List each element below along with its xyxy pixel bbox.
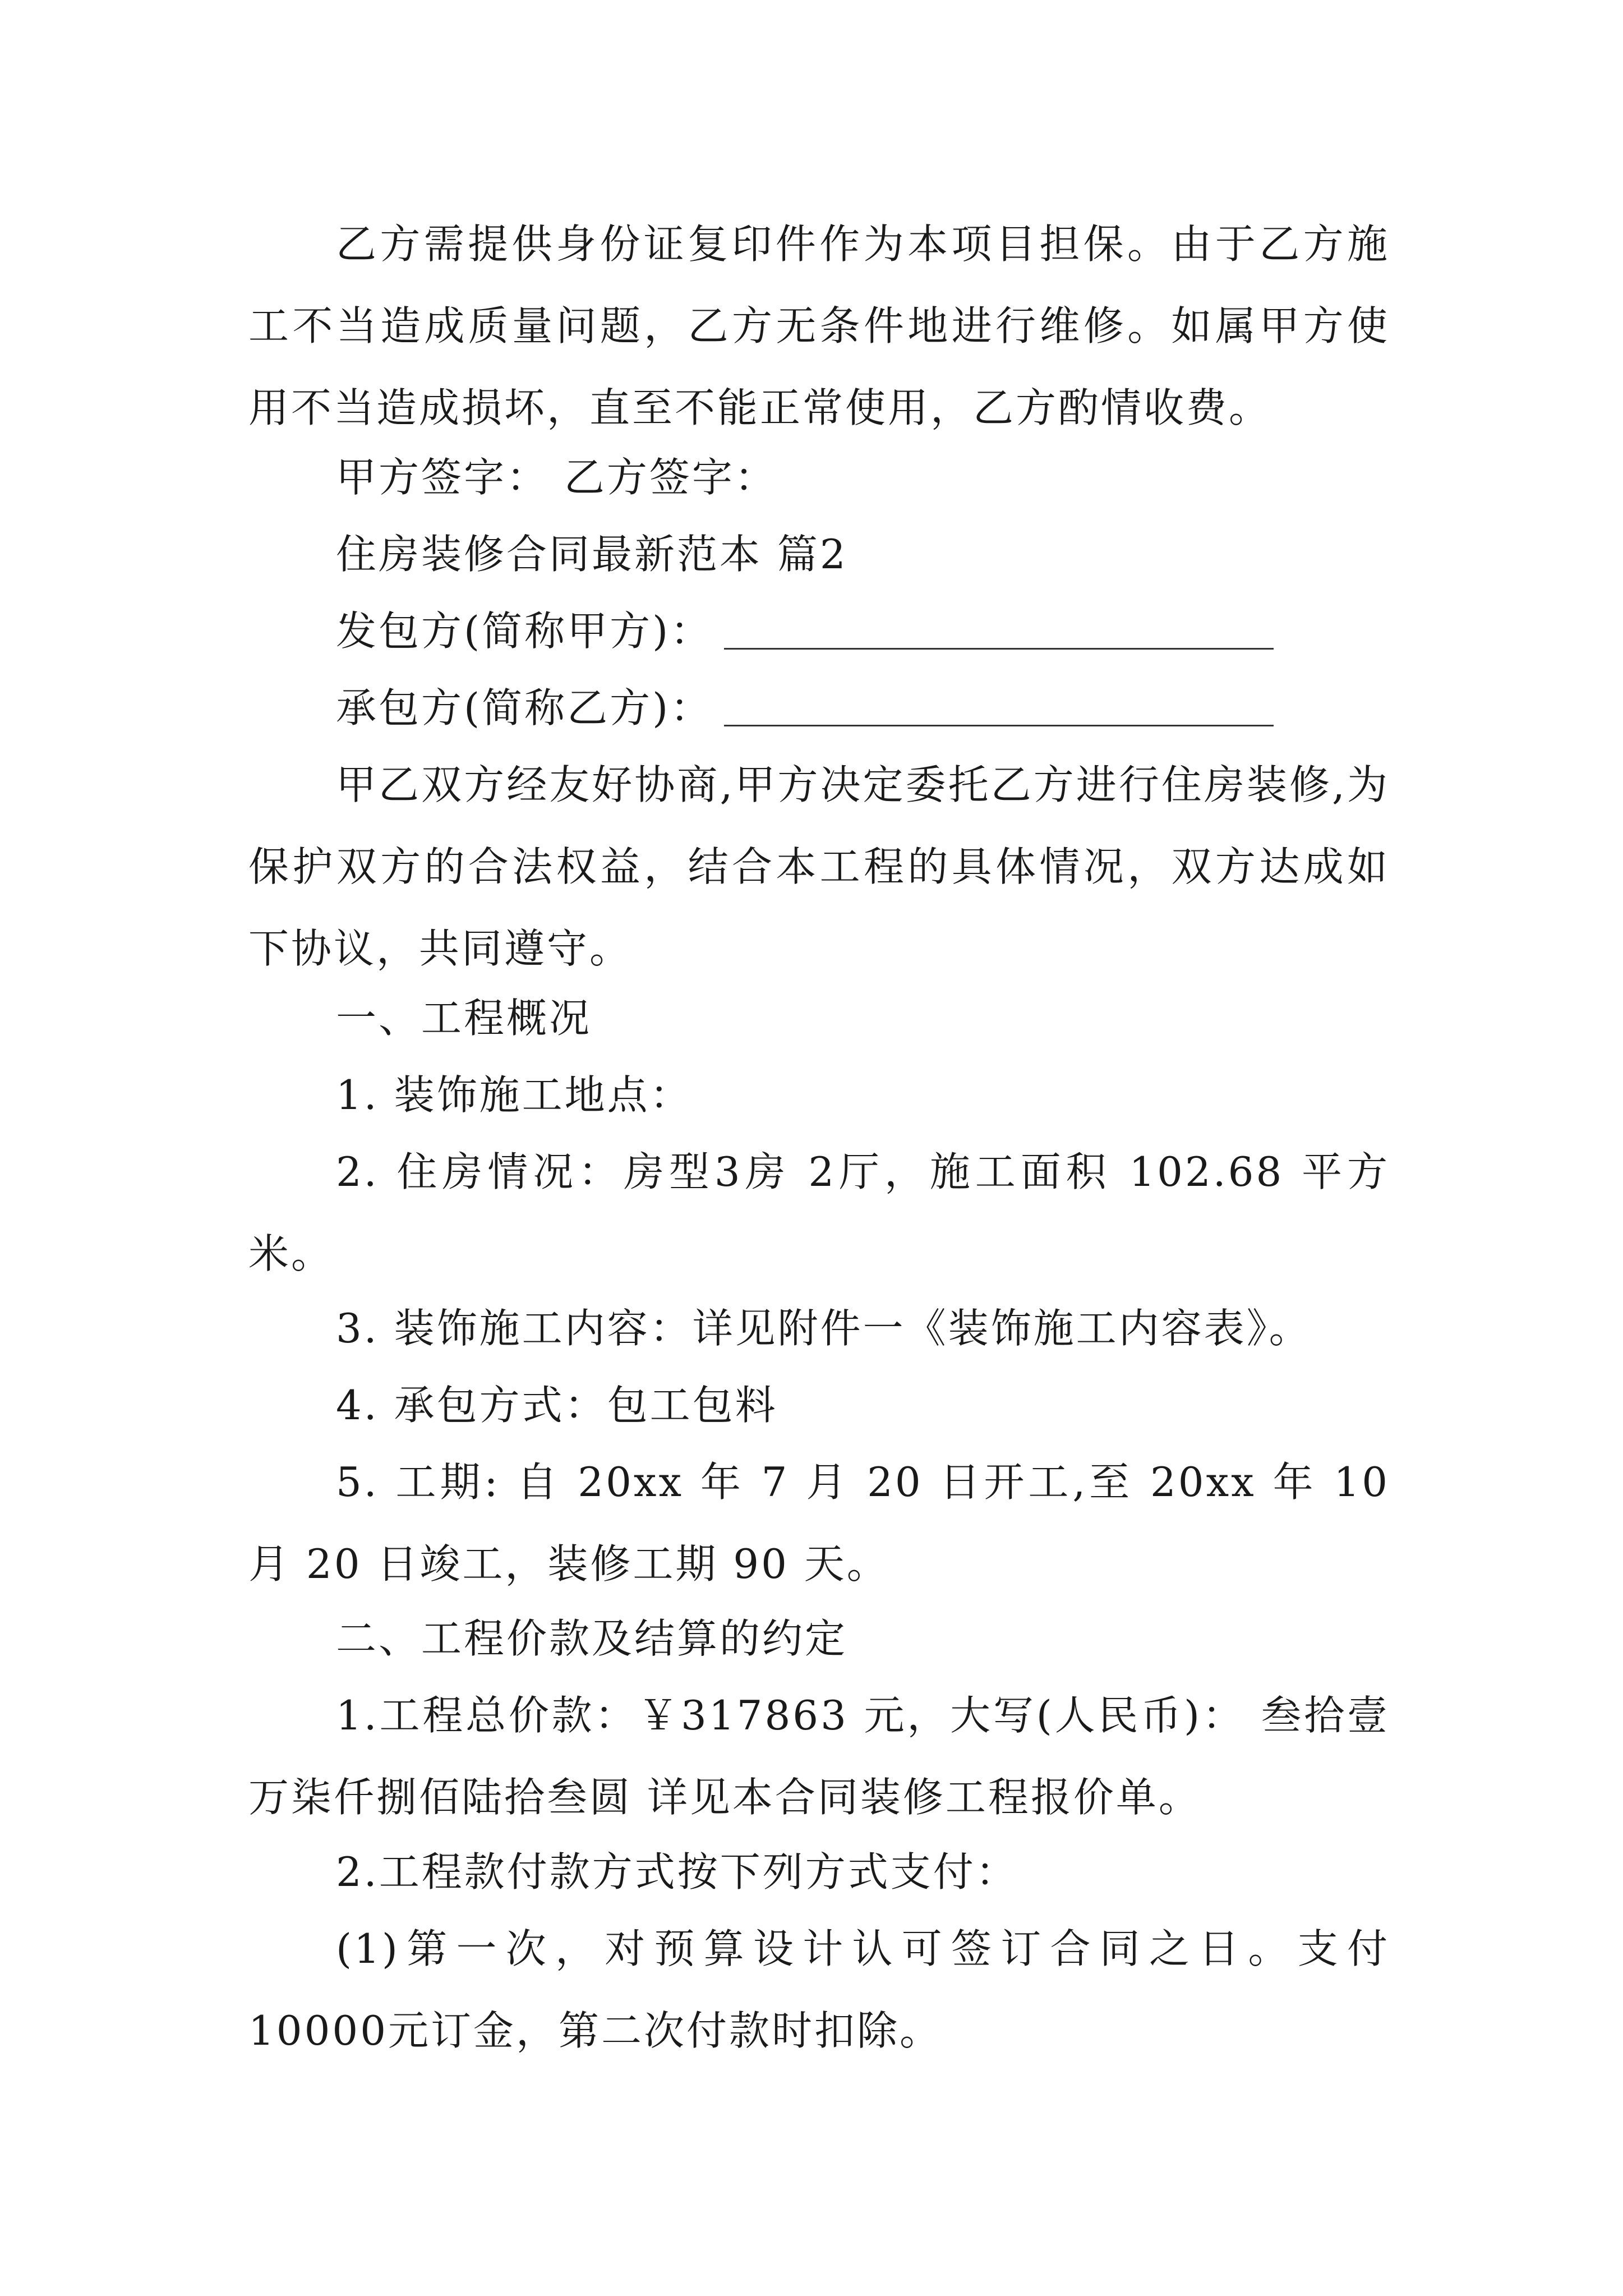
item-2-2-1: (1)第一次，对预算设计认可签订合同之日。支付10000元订金，第二次付款时扣除。 xyxy=(248,1925,1390,2054)
party-a-blank xyxy=(724,647,1274,650)
item-1-2: 2. 住房情况：房型3房 2厅，施工面积 102.68 平方米。 xyxy=(248,1148,1390,1277)
item-1-1: 1. 装饰施工地点： xyxy=(336,1071,693,1119)
signature-line: 甲方签字： 乙方签字： xyxy=(336,454,777,501)
item-1-5: 5. 工期: 自 20xx 年 7 月 20 日开工,至 20xx 年 10 月 20 日竣工，装修工期 90 天。 xyxy=(248,1458,1390,1588)
paragraph-intro: 甲乙双方经友好协商,甲方决定委托乙方进行住房装修,为保护双方的合法权益，结合本工程的具体情况，双方达成如下协议，共同遵守。 xyxy=(248,761,1390,972)
item-1-4: 4. 承包方式：包工包料 xyxy=(336,1382,778,1429)
party-b-blank xyxy=(724,724,1274,726)
party-a-label: 发包方(简称甲方)： xyxy=(336,608,713,655)
section-2-title: 二、工程价款及结算的约定 xyxy=(336,1615,848,1662)
item-1-3: 3. 装饰施工内容：详见附件一《装饰施工内容表》。 xyxy=(336,1305,1312,1352)
item-2-2: 2.工程款付款方式按下列方式支付： xyxy=(336,1848,1018,1895)
paragraph-guarantee: 乙方需提供身份证复印件作为本项目担保。由于乙方施工不当造成质量问题，乙方无条件地进行维修。如属甲方使用不当造成损坏，直至不能正常使用，乙方酌情收费。 xyxy=(248,220,1390,431)
party-b-line xyxy=(336,667,1274,749)
section-heading-part2: 住房装修合同最新范本 篇2 xyxy=(336,531,848,578)
section-1-title: 一、工程概况 xyxy=(336,995,592,1042)
item-2-1: 1.工程总价款：￥317863 元，大写(人民币)： 叁拾壹万柒仟捌佰陆拾叁圆 详见本合同装修工程报价单。 xyxy=(248,1692,1390,1821)
party-a-line xyxy=(336,590,1274,672)
party-b-label: 承包方(简称乙方)： xyxy=(336,684,713,731)
